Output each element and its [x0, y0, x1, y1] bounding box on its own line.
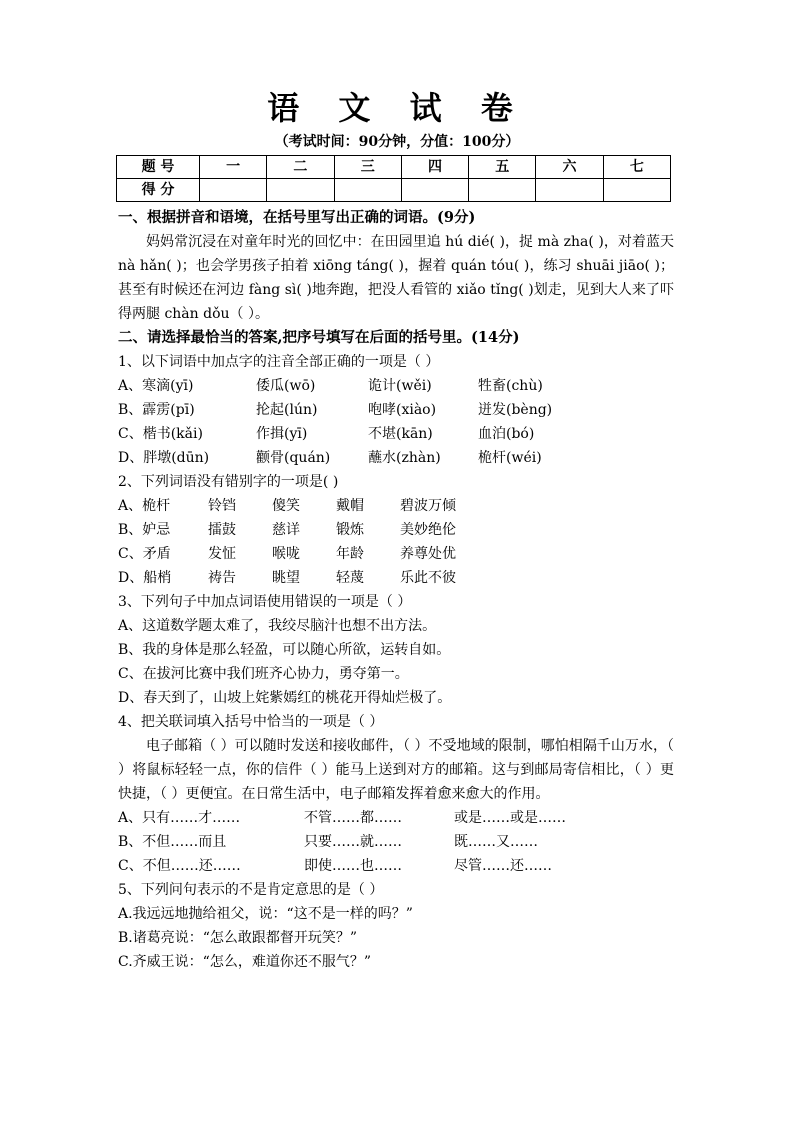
q4-option-b[interactable] — [118, 830, 674, 854]
score-cell[interactable] — [267, 179, 334, 202]
option-text: 既……又…… — [454, 834, 538, 850]
option-text: 迸发(bèng) — [478, 402, 553, 418]
option-text: 尽管……还…… — [454, 858, 552, 874]
q4-stem: 4、把关联词填入括号中恰当的一项是（ ） — [118, 714, 384, 730]
section2-heading: 二、请选择最恰当的答案,把序号填写在后面的括号里。(14分) — [118, 329, 520, 346]
score-header-cell: 七 — [603, 156, 670, 179]
score-cell[interactable] — [200, 179, 267, 202]
exam-content — [118, 206, 674, 974]
option-text: 乐此不彼 — [400, 570, 456, 586]
option-text: 碧波万倾 — [400, 498, 456, 514]
option-text: 咆哮(xiào) — [368, 402, 437, 418]
q3-option-c[interactable]: C、在拔河比赛中我们班齐心协力，勇夺第一。 — [118, 666, 409, 682]
option-text: 即使……也…… — [304, 858, 402, 874]
q2-option-d[interactable] — [118, 566, 674, 590]
q1-option-c[interactable] — [118, 422, 674, 446]
q4-option-a[interactable] — [118, 806, 674, 830]
q2-stem: 2、下列词语没有错别字的一项是( ) — [118, 474, 339, 490]
score-header-cell: 一 — [200, 156, 267, 179]
option-text: 或是……或是…… — [454, 810, 566, 826]
q1-option-b[interactable] — [118, 398, 674, 422]
score-header-cell: 三 — [334, 156, 401, 179]
section1-paragraph: 妈妈常沉浸在对童年时光的回忆中：在田园里追 hú dié( )，捉 mà zha( )，对着蓝天 nà hǎn( )；也会学男孩子拍着 xiōng táng( )，握着 quán tóu( )，练习 shuāi jiāo( )；甚至有时候还在河边 fàng sì( )地奔跑，把没人看管的 xiǎo tǐng( )划走，见到大人来了吓得两腿 chàn dǒu（ ）。 — [118, 234, 674, 322]
score-header-cell: 六 — [536, 156, 603, 179]
score-header-cell: 二 — [267, 156, 334, 179]
option-text: 血泊(bó) — [478, 426, 535, 442]
option-text: 不管……都…… — [304, 810, 402, 826]
option-text: C、矛盾 — [118, 546, 171, 562]
option-text: 倭瓜(wō) — [256, 378, 316, 394]
option-text: 抡起(lún) — [256, 402, 318, 418]
score-header-cell: 五 — [469, 156, 536, 179]
option-text: 桅杆(wéi) — [478, 450, 542, 466]
option-text: 年龄 — [336, 546, 364, 562]
q3-stem: 3、下列句子中加点词语使用错误的一项是（ ） — [118, 594, 412, 610]
score-header-cell: 题 号 — [117, 156, 200, 179]
score-row-label: 得 分 — [117, 179, 200, 202]
option-text: D、船梢 — [118, 570, 172, 586]
option-text: C、楷书(kǎi) — [118, 426, 203, 442]
score-cell[interactable] — [334, 179, 401, 202]
q1-stem: 1、以下词语中加点字的注音全部正确的一项是（ ） — [118, 354, 440, 370]
option-text: 颧骨(quán) — [256, 450, 331, 466]
q4-paragraph: 电子邮箱（ ）可以随时发送和接收邮件，（ ）不受地域的限制，哪怕相隔千山万水，（ ）将鼠标轻轻一点，你的信件（ ）能马上送到对方的邮箱。这与到邮局寄信相比，（ ）更快捷，（ ）更便宜。在日常生活中，电子邮箱发挥着愈来愈大的作用。 — [118, 738, 674, 802]
option-text: 牲畜(chù) — [478, 378, 543, 394]
option-text: C、不但……还…… — [118, 858, 241, 874]
option-text: 眺望 — [272, 570, 300, 586]
option-text: B、霹雳(pī) — [118, 402, 195, 418]
q2-option-b[interactable] — [118, 518, 674, 542]
option-text: D、胖墩(dūn) — [118, 450, 210, 466]
option-text: 发怔 — [208, 546, 236, 562]
option-text: 美妙绝伦 — [400, 522, 456, 538]
score-cell[interactable] — [469, 179, 536, 202]
q5-stem: 5、下列问句表示的不是肯定意思的是（ ） — [118, 882, 384, 898]
q1-option-a[interactable] — [118, 374, 674, 398]
option-text: 蘸水(zhàn) — [368, 450, 441, 466]
option-text: 戴帽 — [336, 498, 364, 514]
option-text: B、不但……而且 — [118, 834, 227, 850]
option-text: 诡计(wěi) — [368, 378, 432, 394]
score-cell[interactable] — [603, 179, 670, 202]
q1-option-d[interactable] — [118, 446, 674, 470]
option-text: A、寒滴(yī) — [118, 378, 194, 394]
option-text: 慈详 — [272, 522, 300, 538]
option-text: B、妒忌 — [118, 522, 171, 538]
option-text: 锻炼 — [336, 522, 364, 538]
option-text: 轻蔑 — [336, 570, 364, 586]
q5-option-b[interactable]: B.诸葛亮说：“怎么敢跟都督开玩笑？” — [118, 930, 358, 946]
score-header-cell: 四 — [401, 156, 468, 179]
option-text: 养尊处优 — [400, 546, 456, 562]
option-text: 只要……就…… — [304, 834, 402, 850]
section1-heading: 一、根据拼音和语境，在括号里写出正确的词语。(9分) — [118, 209, 476, 226]
option-text: A、桅杆 — [118, 498, 171, 514]
q5-option-c[interactable]: C.齐威王说：“怎么，难道你还不服气？” — [118, 954, 371, 970]
score-table — [116, 155, 671, 202]
q3-option-b[interactable]: B、我的身体是那么轻盈，可以随心所欲，运转自如。 — [118, 642, 451, 658]
exam-subtitle: （考试时间：90分钟，分值：100分） — [274, 134, 520, 150]
score-table-score-row — [117, 179, 671, 202]
option-text: 擂鼓 — [208, 522, 236, 538]
option-text: 作揖(yī) — [256, 426, 308, 442]
q3-option-a[interactable]: A、这道数学题太难了，我绞尽脑汁也想不出方法。 — [118, 618, 437, 634]
q5-option-a[interactable]: A.我远远地抛给祖父，说：“这不是一样的吗？” — [118, 906, 413, 922]
score-cell[interactable] — [536, 179, 603, 202]
q4-option-c[interactable] — [118, 854, 674, 878]
option-text: 傻笑 — [272, 498, 300, 514]
q3-option-d[interactable]: D、春天到了，山坡上姹紫嫣红的桃花开得灿烂极了。 — [118, 690, 452, 706]
option-text: 不堪(kān) — [368, 426, 433, 442]
score-cell[interactable] — [401, 179, 468, 202]
option-text: 祷告 — [208, 570, 236, 586]
option-text: A、只有……才…… — [118, 810, 241, 826]
option-text: 喉咙 — [272, 546, 300, 562]
option-text: 铃铛 — [208, 498, 236, 514]
exam-title: 语 文 试 卷 — [267, 89, 527, 127]
q2-option-a[interactable] — [118, 494, 674, 518]
q2-option-c[interactable] — [118, 542, 674, 566]
score-table-header-row — [117, 156, 671, 179]
